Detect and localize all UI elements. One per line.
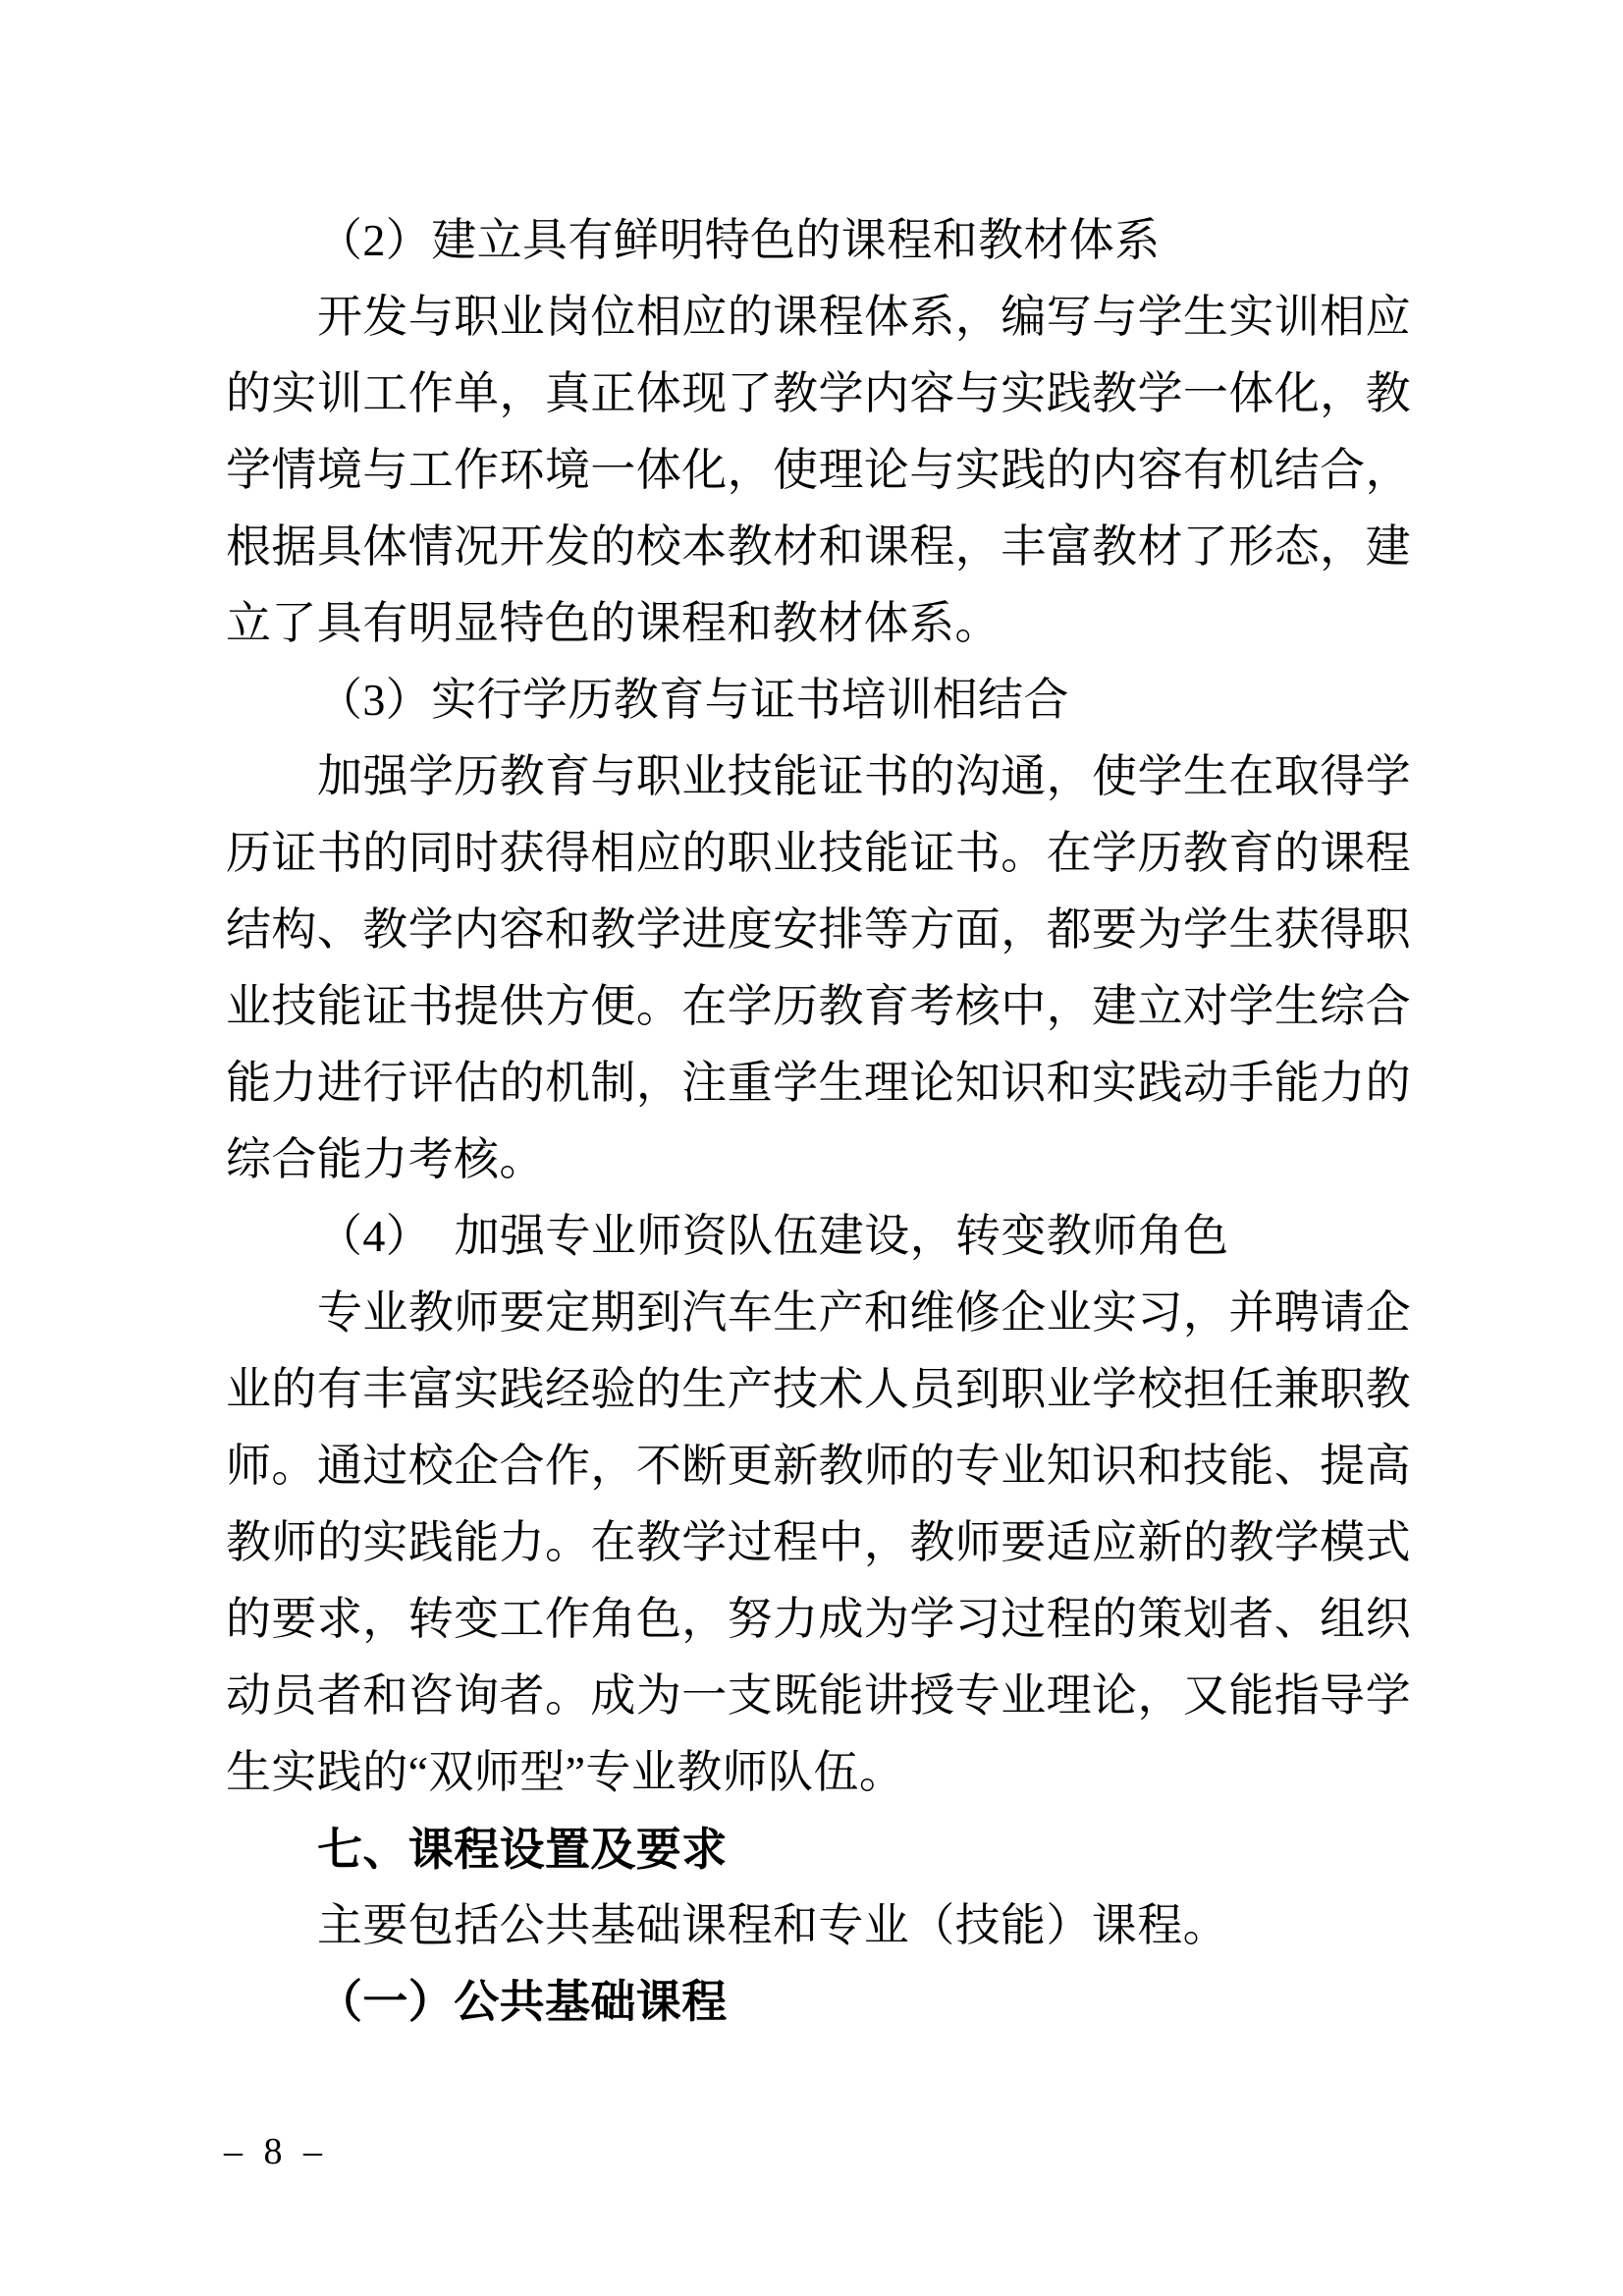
- body-line: 综合能力考核。: [226, 1134, 545, 1184]
- body-line: 生实践的“双师型”专业教师队伍。: [226, 1747, 905, 1797]
- body-line: 开发与职业岗位相应的课程体系，编写与学生实训相应: [317, 292, 1411, 342]
- body-line: 业技能证书提供方便。在学历教育考核中，建立对学生综合: [226, 981, 1411, 1031]
- body-line: 学情境与工作环境一体化，使理论与实践的内容有机结合，: [226, 445, 1411, 495]
- body-line: 历证书的同时获得相应的职业技能证书。在学历教育的课程: [226, 828, 1411, 878]
- page-number: – 8 –: [224, 2131, 322, 2172]
- body-line: 加强学历教育与职业技能证书的沟通，使学生在取得学: [317, 751, 1411, 801]
- subsection-heading-4: （4） 加强专业师资队伍建设，转变教师角色: [317, 1211, 1229, 1261]
- body-line: 结构、教学内容和教学进度安排等方面，都要为学生获得职: [226, 904, 1411, 955]
- body-line: 教师的实践能力。在教学过程中，教师要适应新的教学模式: [226, 1517, 1411, 1567]
- body-line: 师。通过校企合作，不断更新教师的专业知识和技能、提高: [226, 1441, 1411, 1491]
- section-heading-7-curriculum: 七、课程设置及要求: [317, 1824, 728, 1875]
- body-line: 业的有丰富实践经验的生产技术人员到职业学校担任兼职教: [226, 1364, 1411, 1414]
- subsection-heading-3: （3）实行学历教育与证书培训相结合: [317, 675, 1069, 725]
- body-line: 的实训工作单，真正体现了教学内容与实践教学一体化，教: [226, 368, 1411, 418]
- body-line: 的要求，转变工作角色，努力成为学习过程的策划者、组织: [226, 1594, 1411, 1644]
- body-line: 主要包括公共基础课程和专业（技能）课程。: [317, 1900, 1228, 1950]
- body-line: 专业教师要定期到汽车生产和维修企业实习，并聘请企: [317, 1287, 1411, 1338]
- document-body: [226, 202, 1411, 2041]
- body-line: 根据具体情况开发的校本教材和课程，丰富教材了形态，建: [226, 521, 1411, 572]
- body-line: 立了具有明显特色的课程和教材体系。: [226, 598, 1001, 648]
- subsection-heading-2: （2）建立具有鲜明特色的课程和教材体系: [317, 215, 1161, 265]
- body-line: 能力进行评估的机制，注重学生理论知识和实践动手能力的: [226, 1058, 1411, 1108]
- body-line: 动员者和咨询者。成为一支既能讲授专业理论，又能指导学: [226, 1670, 1411, 1721]
- subsection-heading-1-public-basic-courses: （一）公共基础课程: [317, 1977, 728, 2027]
